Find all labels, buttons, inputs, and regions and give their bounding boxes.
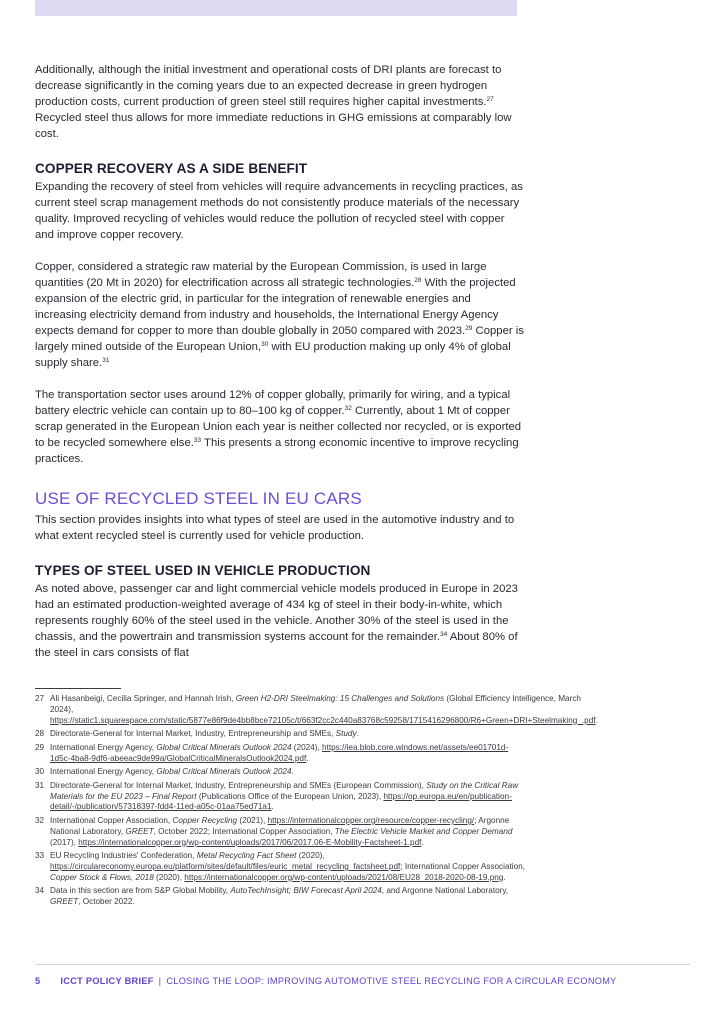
footnotes	[35, 694, 598, 911]
footnote-34: 34 Data in this section are from S&P Global Mobility, AutoTechInsight; BIW Forecast April 2024, and Argonne National Laboratory, GREET, October 2022.	[35, 886, 509, 907]
paragraph-recycling-practices: Expanding the recovery of steel from vehicles will require advancements in recycling practices, as current steel scrap management methods do not consistently produce materials of the necessary quality. Improved recycling of vehicles would reduce the pollution of recycled steel with copper and improve copper recovery.	[35, 181, 523, 241]
footnote-link[interactable]: https://internationalcopper.org/resource/copper-recycling/	[267, 815, 475, 825]
footnote-link[interactable]: https://static1.squarespace.com/static/5877e86f9de4bb8bce72105c/t/663f2cc2c440a83768c59258/1715416296800/R6+Green+DRI+Steelmaking_.pdf	[50, 715, 596, 725]
footer-divider	[35, 964, 690, 965]
footnote-33: 33 EU Recycling Industries' Confederation, Metal Recycling Fact Sheet (2020), https://circulareconomy.europa.eu/platform/sites/default/files/euric_metal_recycling_factsheet.pdf; International Copper Association, Copper Stock & Flows, 2018 (2020), https://internationalcopper.org/wp-content/uploads/2021/08/EU28_2018-2020-08-19.png.	[35, 851, 525, 882]
header-accent-bar	[35, 0, 517, 16]
paragraph-transportation-copper: The transportation sector uses around 12% of copper globally, primarily for wiring, and a typical battery electric vehicle can contain up to 80–100 kg of copper.$^{32}$ Currently, about 1 Mt of copper scrap generated in the European Union each year is neither collected nor recycled, or is exported to be recycled somewhere else.$^{33}$ This presents a strong economic incentive to improve recycling practices.	[35, 389, 522, 465]
footnote-link[interactable]: https://op.europa.eu/en/publication-detail/-/publication/57318397-fdd4-11ed-a05c-01aa75ed71a1	[50, 791, 512, 812]
footer-brand: ICCT POLICY BRIEF	[60, 976, 154, 986]
footer-separator: |	[158, 976, 162, 986]
footnote-ref-32[interactable]: 32	[344, 405, 352, 412]
footnote-31: 31 Directorate-General for Internal Market, Industry, Entrepreneurship and SMEs (European Commission), Study on the Critical Raw Materials for the EU 2023 – Final Report (Publications Office of the European Union, 2023), https://op.europa.eu/en/publication-detail/-/publication/57318397-fdd4-11ed-a05c-01aa75ed71a1.	[35, 780, 519, 812]
footnote-ref-30[interactable]: 30	[261, 341, 269, 348]
footnote-30: 30 International Energy Agency, Global Critical Minerals Outlook 2024.	[35, 767, 294, 777]
footnote-ref-29[interactable]: 29	[465, 325, 473, 332]
heading-recycled-steel-eu-cars: USE OF RECYCLED STEEL IN EU CARS	[35, 489, 362, 508]
footnote-separator	[35, 688, 121, 689]
heading-types-of-steel: TYPES OF STEEL USED IN VEHICLE PRODUCTION	[35, 563, 371, 578]
heading-copper-recovery: COPPER RECOVERY AS A SIDE BENEFIT	[35, 161, 308, 176]
paragraph-steel-types: As noted above, passenger car and light commercial vehicle models produced in Europe in 2023 had an estimated production-weighted average of 434 kg of steel in their body-in-white, which represents roughly 60% of the steel used in the vehicle. Another 30% of the steel is used in the chassis, and the powertrain and transmission systems account for the remainder.$^{34}$ About 80% of the steel in cars consists of flat	[35, 583, 518, 659]
paragraph-copper-demand: Copper, considered a strategic raw material by the European Commission, is used in large quantities (20 Mt in 2020) for electrification across all strategic technologies.$^{28}$ With the projected expansion of the electric grid, in particular for the integration of renewable energies and increasing electricity demand from industry and households, the International Energy Agency expects demand for copper to more than double globally in 2050 compared with 2023.29 Copper is largely mined outside of the European Union,$^{30}$ with EU production making up only 4% of global supply share.$^{31}$	[35, 261, 524, 369]
footnote-ref-31[interactable]: 31	[102, 357, 110, 364]
footnote-28: 28 Directorate-General for Internal Market, Industry, Entrepreneurship and SMEs, Study.	[35, 729, 359, 739]
footnote-29: 29 International Energy Agency, Global Critical Minerals Outlook 2024 (2024), https://iea.blob.core.windows.net/assets/ee01701d-1d5c-4ba8-9df6-abeeac9de99a/GlobalCriticalMineralsOutlook2024.pdf.	[35, 742, 509, 763]
footnote-27: 27 Ali Hasanbeigi, Cecilia Springer, and Hannah Irish, Green H2-DRI Steelmaking: 15 Challenges and Solutions (Global Efficiency Intelligence, March 2024), https://static1.squarespace.com/static/5877e86f9de4bb8bce72105c/t/663f2cc2c440a83768c59258/1715416296800/R6+Green+DRI+Steelmaking_.pdf.	[35, 694, 598, 725]
page-footer	[35, 976, 617, 986]
main-content	[35, 62, 525, 661]
footnote-ref-34[interactable]: 34	[440, 631, 448, 638]
footnote-ref-27[interactable]: 27	[486, 96, 494, 103]
footnote-ref-28[interactable]: 28	[414, 277, 422, 284]
paragraph-section-intro: This section provides insights into what types of steel are used in the automotive industry and to what extent recycled steel is currently used for vehicle production.	[35, 514, 515, 542]
footnote-link[interactable]: https://circulareconomy.europa.eu/platform/sites/default/files/euric_metal_recycling_factsheet.pdf	[50, 861, 401, 871]
footnote-ref-33[interactable]: 33	[193, 437, 202, 444]
footnote-link[interactable]: https://internationalcopper.org/wp-content/uploads/2021/08/EU28_2018-2020-08-19.png	[184, 872, 504, 882]
footnote-link[interactable]: https://internationalcopper.org/wp-content/uploads/2017/06/2017.06-E-Mobility-Factsheet-1.pdf	[78, 837, 422, 847]
footnote-link[interactable]: https://iea.blob.core.windows.net/assets/ee01701d-1d5c-4ba8-9df6-abeeac9de99a/GlobalCriticalMineralsOutlook2024.pdf	[50, 742, 509, 763]
footnote-32: 32 International Copper Association, Copper Recycling (2021), https://internationalcopper.org/resource/copper-recycling/; Argonne National Laboratory, GREET, October 2022; International Copper Association, The Electric Vehicle Market and Copper Demand (2017), https://internationalcopper.org/wp-content/uploads/2017/06/2017.06-E-Mobility-Factsheet-1.pdf.	[35, 815, 513, 847]
footer-doc-title: CLOSING THE LOOP: IMPROVING AUTOMOTIVE STEEL RECYCLING FOR A CIRCULAR ECONOMY	[166, 976, 617, 986]
paragraph-dri-costs: Additionally, although the initial investment and operational costs of DRI plants are forecast to decrease significantly in the coming years due to an expected decrease in green hydrogen production costs, current production of green steel still requires higher capital investments.$^{27}$ Recycled steel thus allows for more immediate reductions in GHG emissions at comparably low cost.	[35, 64, 512, 140]
page-number: 5	[35, 976, 41, 986]
